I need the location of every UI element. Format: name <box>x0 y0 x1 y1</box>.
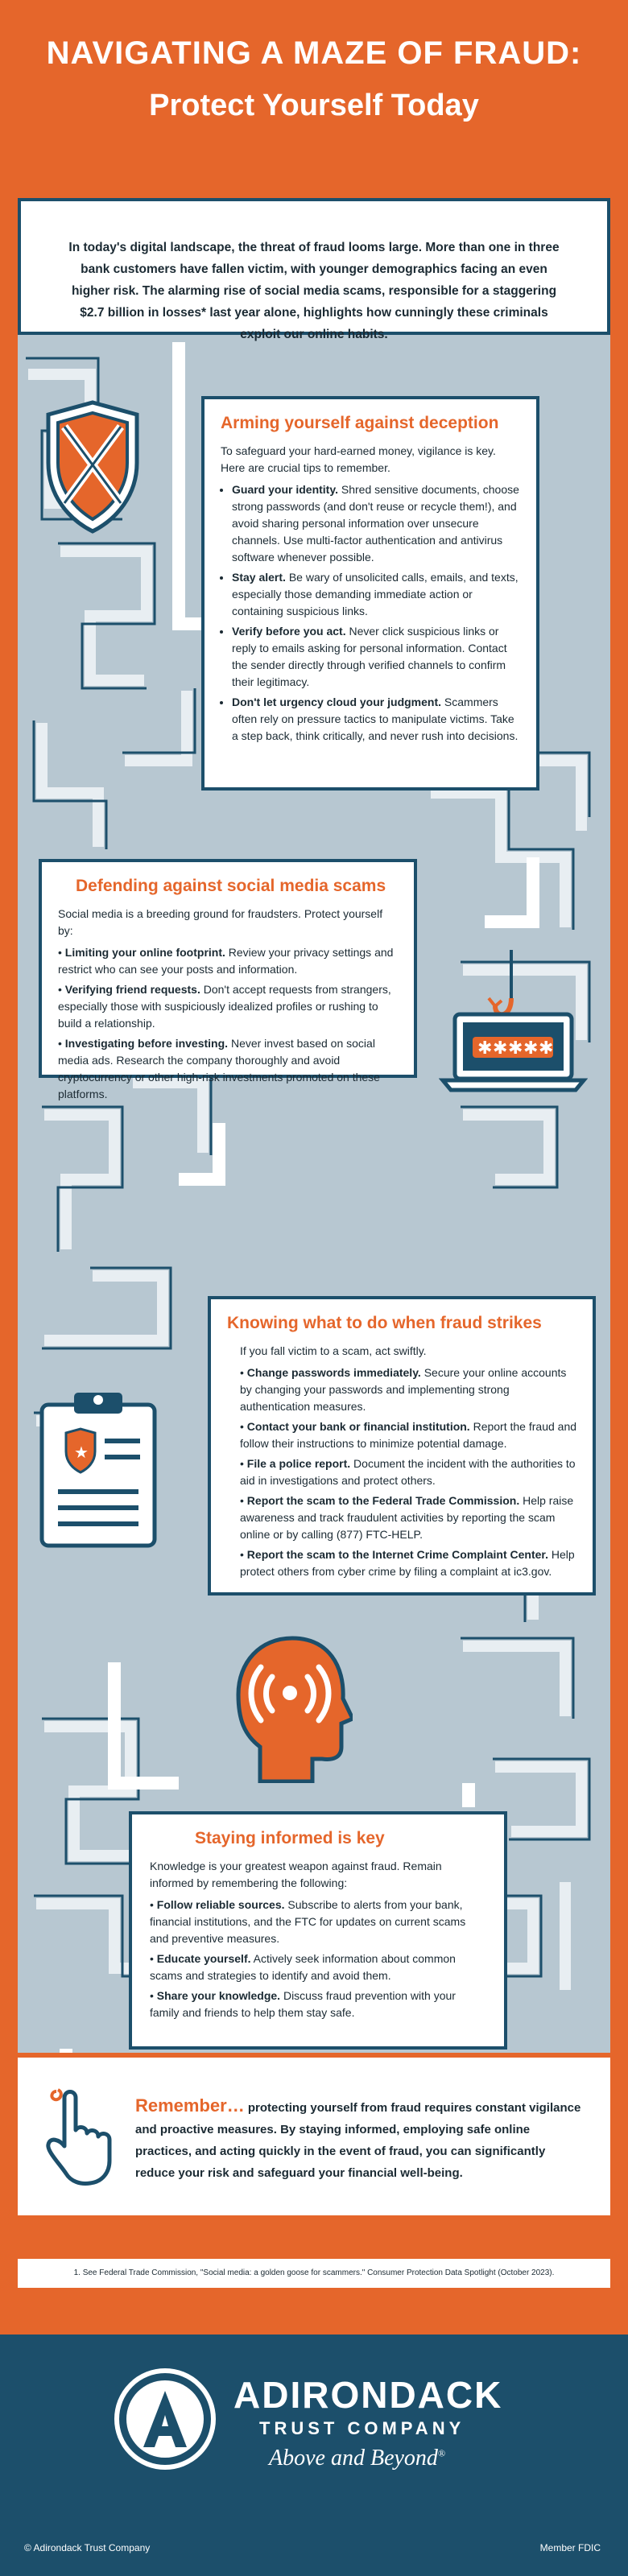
head-alert-icon <box>232 1630 353 1783</box>
brand-tagline <box>233 2446 502 2471</box>
item-text: Discuss fraud prevention with your family and friends to help them stay safe. <box>150 1989 456 2019</box>
section-informed <box>129 1811 507 2050</box>
section-deception <box>201 396 539 791</box>
remember-label: Remember… <box>135 2095 245 2116</box>
item-text: Shred sensitive documents, choose strong passwords (and don't reuse or recycle them!), and avoid sharing personal information over unsecure channels. Use multi-factor authentication and antivirus software whenever possible. <box>232 483 519 564</box>
laptop-phishing-icon <box>439 942 588 1095</box>
list-item: • Change passwords immediately. Secure your online accounts by changing your passwords and implementing strong authentication measures. <box>240 1366 567 1413</box>
tips-list <box>150 1897 486 2021</box>
item-text: Never invest based on social media ads. Research the company thoroughly and avoid cryptocurrency or other high-risk investments promoted on these platforms. <box>58 1037 380 1100</box>
svg-text:★: ★ <box>74 1444 89 1462</box>
intro-text: In today's digital landscape, the threat of fraud looms large. More than one in three bank customers have fallen victim, with younger demographics facing an even higher risk. The alarming rise of social media scams, responsible for a staggering $2.7 billion in losses* last year alone, highlights how cunningly these criminals exploit our online habits. <box>68 241 560 341</box>
item-bold: File a police report. <box>246 1457 351 1470</box>
svg-text:✱: ✱ <box>477 1038 493 1058</box>
footnote: 1. See Federal Trade Commission, "Social media: a golden goose for scammers." Consumer Protection Data Spotlight (October 2023). <box>18 2259 610 2288</box>
list-item: • Verifying friend requests. Don't accept requests from strangers, especially those with suspiciously idealized profiles or rushing to build a relationship. <box>58 983 391 1030</box>
member-fdic: Member FDIC <box>539 2542 601 2553</box>
copyright: © Adirondack Trust Company <box>24 2542 151 2553</box>
pointing-hand-icon <box>42 2083 114 2188</box>
item-bold: Limiting your online footprint. <box>64 946 225 959</box>
section-social-media <box>39 859 417 1100</box>
section-heading: Defending against social media scams <box>76 877 386 895</box>
tips-list <box>58 944 398 1103</box>
tips-list <box>227 1364 576 1580</box>
item-bold: Investigating before investing. <box>64 1037 229 1050</box>
section-heading: Arming yourself against deception <box>221 414 499 432</box>
section-heading: Knowing what to do when fraud strikes <box>227 1314 542 1332</box>
item-text: Subscribe to alerts from your bank, financial institutions, and the FTC for updates on current scams and preventive measures. <box>150 1898 466 1945</box>
item-text: Help protect others from cyber crime by filing a complaint at ic3.gov. <box>240 1548 575 1578</box>
item-bold: Report the scam to the Internet Crime Complaint Center. <box>246 1548 548 1561</box>
item-bold: Contact your bank or financial institution. <box>246 1420 470 1433</box>
item-text: Help raise awareness and track fraudulent activities by reporting the scam online or by calling (877) FTC-HELP. <box>240 1494 574 1541</box>
list-item <box>232 481 520 566</box>
svg-text:✱: ✱ <box>508 1038 523 1058</box>
item-text: Actively seek information about common scams and strategies to identify and avoid them. <box>150 1952 456 1982</box>
tagline-tm: ® <box>437 2447 446 2459</box>
list-item: • Limiting your online footprint. Review your privacy settings and restrict who can see your posts and information. <box>58 946 394 976</box>
list-item: • Educate yourself. Actively seek information about common scams and strategies to identify and avoid them. <box>150 1952 456 1982</box>
list-item: • File a police report. Document the incident with the authorities to aid in investigations and protect others. <box>240 1457 576 1487</box>
svg-text:✱: ✱ <box>493 1038 508 1058</box>
list-item <box>232 623 520 691</box>
list-item: • Investigating before investing. Never invest based on social media ads. Research the company thoroughly and avoid cryptocurrency or other high-risk investments promoted on these platforms. <box>58 1037 380 1100</box>
item-bold: Verifying friend requests. <box>64 983 200 996</box>
brand-name: ADIRONDACK <box>233 2374 503 2416</box>
item-bold: Guard your identity. <box>232 483 338 496</box>
item-text: Document the incident with the authorities to aid in investigations and protect others. <box>240 1457 576 1487</box>
list-item <box>232 694 520 745</box>
tips-list <box>221 481 520 745</box>
logo-a-icon <box>113 2367 217 2471</box>
item-text: Be wary of unsolicited calls, emails, and texts, especially those demanding immediate action or containing suspicious links. <box>232 571 519 617</box>
svg-text:✱: ✱ <box>539 1038 554 1058</box>
list-item: • Share your knowledge. Discuss fraud prevention with your family and friends to help them stay safe. <box>150 1989 456 2019</box>
section-heading: Staying informed is key <box>195 1829 385 1847</box>
list-item: • Report the scam to the Federal Trade Commission. Help raise awareness and track fraudulent activities by reporting the scam online or by calling (877) FTC-HELP. <box>240 1494 574 1541</box>
clipboard-badge-icon <box>34 1389 163 1550</box>
shield-icon <box>40 398 145 535</box>
list-item: • Report the scam to the Internet Crime Complaint Center. Help protect others from cyber crime by filing a complaint at ic3.gov. <box>240 1548 575 1578</box>
remember-text <box>135 2095 586 2184</box>
item-text: Scammers often rely on pressure tactics to manipulate victims. Take a step back, think critically, and never rush into decisions. <box>232 696 519 742</box>
list-item: • Contact your bank or financial institution. Report the fraud and follow their instructions to minimize potential damage. <box>240 1420 577 1450</box>
section-lead: Social media is a breeding ground for fraudsters. Protect yourself by: <box>58 907 383 937</box>
section-lead: To safeguard your hard-earned money, vigilance is key. Here are crucial tips to remember. <box>221 444 496 474</box>
title-line-1: NAVIGATING A MAZE OF FRAUD: <box>46 35 582 71</box>
item-bold: Educate yourself. <box>156 1952 251 1965</box>
item-bold: Share your knowledge. <box>156 1989 281 2002</box>
item-bold: Change passwords immediately. <box>246 1366 421 1379</box>
section-fraud-strikes <box>208 1296 596 1596</box>
item-text: Secure your online accounts by changing your passwords and implementing strong authentication measures. <box>240 1366 567 1413</box>
page-title <box>0 32 628 126</box>
svg-text:✱: ✱ <box>523 1038 539 1058</box>
item-text: Report the fraud and follow their instructions to minimize potential damage. <box>240 1420 577 1450</box>
section-lead: If you fall victim to a scam, act swiftly. <box>240 1344 427 1357</box>
list-item: • Follow reliable sources. Subscribe to alerts from your bank, financial institutions, and the FTC for updates on current scams and preventive measures. <box>150 1898 466 1945</box>
item-bold: Don't let urgency cloud your judgment. <box>232 696 442 708</box>
list-item <box>232 569 520 620</box>
tagline-text: Above and Beyond <box>269 2446 438 2471</box>
remember-body: protecting yourself from fraud requires constant vigilance and proactive measures. By staying informed, employing safe online practices, and acting quickly in the event of fraud, you can significantly reduce your risk and safeguard your financial well-being. <box>135 2101 581 2180</box>
title-line-2: Protect Yourself Today <box>149 89 479 122</box>
item-text: Never click suspicious links or reply to emails asking for personal information. Contact the sender directly through verified channels to confirm their legitimacy. <box>232 625 507 688</box>
item-bold: Verify before you act. <box>232 625 346 638</box>
brand-wordmark <box>233 2375 502 2471</box>
item-bold: Follow reliable sources. <box>156 1898 285 1911</box>
section-lead: Knowledge is your greatest weapon against fraud. Remain informed by remembering the following: <box>150 1860 442 1889</box>
item-bold: Stay alert. <box>232 571 286 584</box>
remember-box <box>18 2058 610 2215</box>
item-text: Don't accept requests from strangers, especially those with suspiciously idealized profiles or rushing to build a relationship. <box>58 983 391 1030</box>
brand-sub: TRUST COMPANY <box>259 2418 465 2438</box>
item-text: Review your privacy settings and restrict who can see your posts and information. <box>58 946 394 976</box>
item-bold: Report the scam to the Federal Trade Commission. <box>246 1494 520 1507</box>
intro-box <box>18 198 610 341</box>
